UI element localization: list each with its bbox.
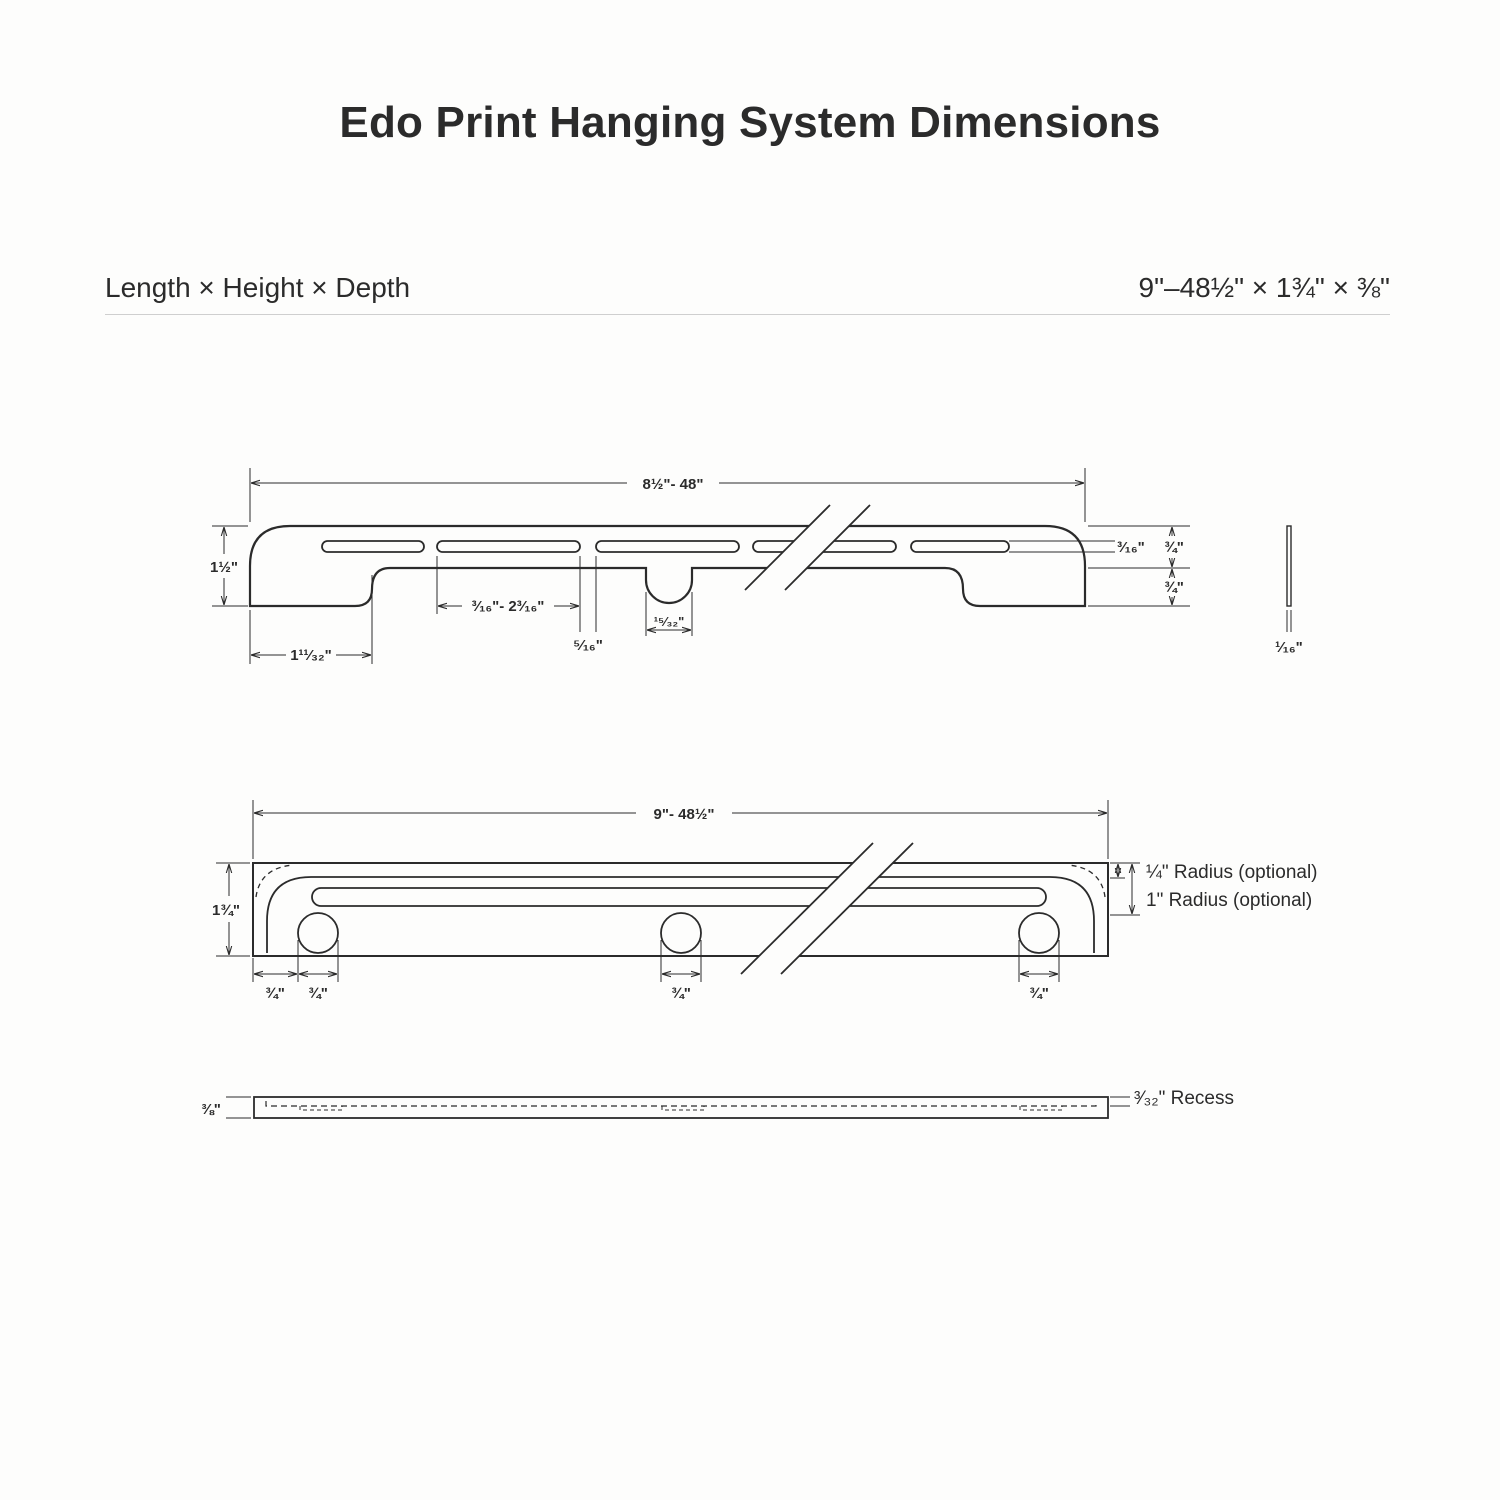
edge-outline xyxy=(254,1097,1108,1118)
spec-label: Length × Height × Depth xyxy=(105,272,411,303)
dim-hole-center: ¾" xyxy=(671,985,691,1002)
hole xyxy=(1019,913,1059,953)
dim-notch-width: ¹⁵⁄₃₂" xyxy=(653,614,685,629)
dim-end-to-notch: 1¹¹⁄₃₂" xyxy=(290,647,332,664)
hole xyxy=(661,913,701,953)
edge-view xyxy=(226,1097,1130,1118)
dim-slot-gap: ⁵⁄₁₆" xyxy=(573,637,603,654)
side-profile xyxy=(1287,526,1291,606)
dim-side-thickness: ¹⁄₁₆" xyxy=(1275,639,1303,656)
recess-line xyxy=(266,1101,1096,1106)
dim-lower-height: ¾" xyxy=(1164,579,1184,596)
radius-small-note: ¼" Radius (optional) xyxy=(1146,862,1318,883)
page-title: Edo Print Hanging System Dimensions xyxy=(339,98,1161,147)
dim-plate-height: 1¾" xyxy=(212,902,240,919)
bar-outline xyxy=(250,526,1085,606)
dim-slot-offset: ³⁄₁₆" xyxy=(1117,539,1145,556)
dim-hole-right: ¾" xyxy=(1029,985,1049,1002)
dim-overall-length: 8½"- 48" xyxy=(642,476,704,493)
spec-value: 9"–48½" × 1¾" × ⅜" xyxy=(1138,272,1390,303)
recess-note: ³⁄₃₂" Recess xyxy=(1134,1088,1234,1109)
hole xyxy=(298,913,338,953)
radius-large-note: 1" Radius (optional) xyxy=(1146,890,1313,911)
edge-labels xyxy=(201,1088,1234,1118)
dim-upper-height: ¾" xyxy=(1164,539,1184,556)
dim-depth: ⅜" xyxy=(201,1101,221,1118)
dim-height: 1½" xyxy=(210,559,238,576)
dim-left-margin: ¾" xyxy=(265,985,285,1002)
dim-plate-length: 9"- 48½" xyxy=(653,806,715,823)
plate-slot xyxy=(312,888,1046,906)
dim-hole-left: ¾" xyxy=(308,985,328,1002)
plate-view xyxy=(216,800,1140,982)
dim-slot-length: ³⁄₁₆"- 2³⁄₁₆" xyxy=(471,598,545,615)
front-bar-view xyxy=(212,468,1291,664)
